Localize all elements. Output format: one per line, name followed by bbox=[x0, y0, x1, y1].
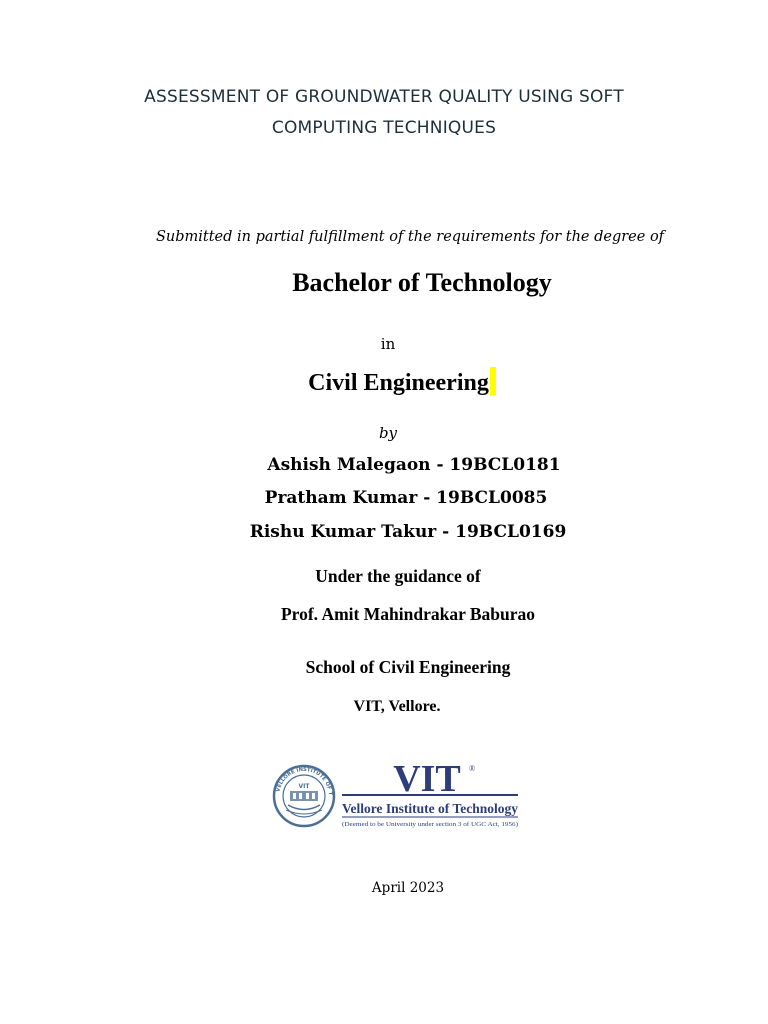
thesis-title-line-1: ASSESSMENT OF GROUNDWATER QUALITY USING SOFT bbox=[144, 87, 624, 107]
submission-statement: Submitted in partial fulfillment of the requirements for the degree of bbox=[155, 229, 665, 245]
degree-name: Bachelor of Technology bbox=[292, 268, 552, 297]
location: VIT, Vellore. bbox=[353, 698, 441, 715]
submission-date: April 2023 bbox=[371, 880, 445, 896]
seal-center-text: VIT bbox=[298, 783, 310, 790]
registered-mark: ® bbox=[469, 764, 476, 773]
in-connector: in bbox=[380, 335, 396, 353]
thesis-title-line-2: COMPUTING TECHNIQUES bbox=[271, 118, 497, 138]
author-3: Rishu Kumar Takur - 19BCL0169 bbox=[249, 522, 567, 542]
discipline-name: Civil Engineering bbox=[308, 370, 489, 396]
institution-tagline: (Deemed to be University under section 3 of UGC Act, 1956) bbox=[342, 821, 518, 828]
by-connector: by bbox=[378, 424, 398, 442]
institution-name: Vellore Institute of Technology bbox=[342, 802, 518, 817]
text-highlight-marker bbox=[490, 367, 496, 395]
school-name: School of Civil Engineering bbox=[305, 657, 511, 677]
discipline-line bbox=[18, 367, 768, 397]
vit-seal-icon bbox=[272, 758, 524, 832]
author-2: Pratham Kumar - 19BCL0085 bbox=[264, 488, 548, 508]
seal-ring-text: VELLORE INSTITUTE OF T bbox=[275, 766, 334, 796]
vit-wordmark: VIT bbox=[393, 758, 461, 800]
guidance-label: Under the guidance of bbox=[315, 566, 481, 586]
vit-logo bbox=[272, 758, 524, 832]
author-1: Ashish Malegaon - 19BCL0181 bbox=[267, 455, 561, 475]
guide-name: Prof. Amit Mahindrakar Baburao bbox=[280, 604, 536, 624]
